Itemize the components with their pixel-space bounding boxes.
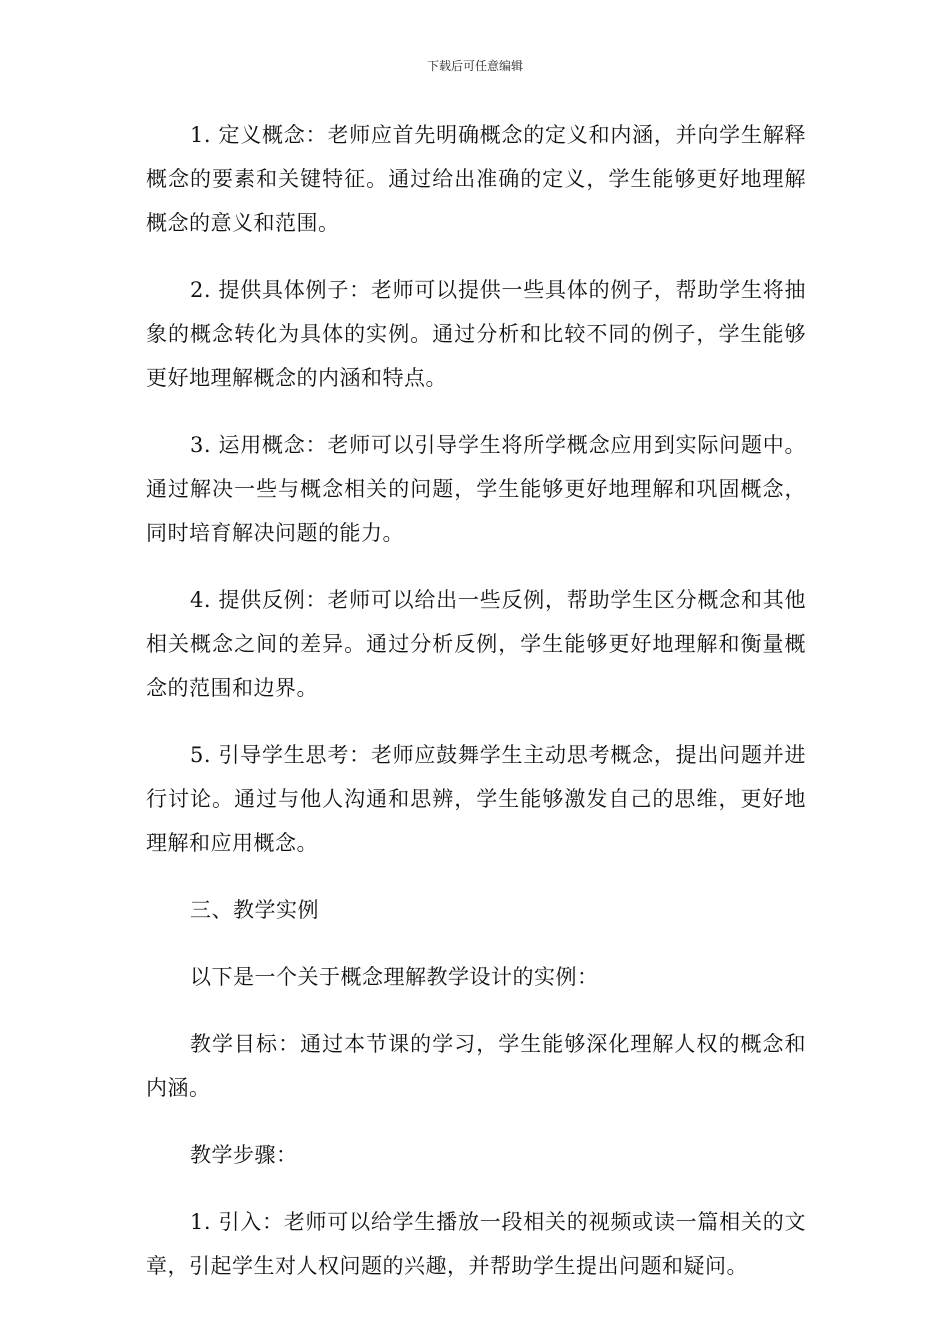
paragraph-step-introduction: 1. 引入：老师可以给学生播放一段相关的视频或读一篇相关的文章，引起学生对人权问题的兴趣，并帮助学生提出问题和疑问。 bbox=[146, 1210, 806, 1278]
page-header: 下载后可任意编辑 bbox=[426, 59, 523, 73]
paragraph-teaching-steps: 教学步骤： bbox=[190, 1143, 298, 1167]
document-body bbox=[146, 113, 806, 1311]
paragraph-example-intro: 以下是一个关于概念理解教学设计的实例： bbox=[190, 965, 599, 989]
paragraph-apply-concept: 3. 运用概念：老师可以引导学生将所学概念应用到实际问题中。通过解决一些与概念相关的问题，学生能够更好地理解和巩固概念，同时培育解决问题的能力。 bbox=[146, 433, 806, 545]
paragraph-counter-examples: 4. 提供反例：老师可以给出一些反例，帮助学生区分概念和其他相关概念之间的差异。通过分析反例，学生能够更好地理解和衡量概念的范围和边界。 bbox=[146, 588, 806, 700]
section-heading-teaching-example: 三、教学实例 bbox=[190, 898, 319, 922]
paragraph-guide-thinking: 5. 引导学生思考：老师应鼓舞学生主动思考概念，提出问题并进行讨论。通过与他人沟通和思辨，学生能够激发自己的思维，更好地理解和应用概念。 bbox=[146, 743, 806, 855]
paragraph-concrete-examples: 2. 提供具体例子：老师可以提供一些具体的例子，帮助学生将抽象的概念转化为具体的实例。通过分析和比较不同的例子，学生能够更好地理解概念的内涵和特点。 bbox=[146, 278, 806, 390]
paragraph-teaching-goal: 教学目标：通过本节课的学习，学生能够深化理解人权的概念和内涵。 bbox=[146, 1032, 806, 1100]
paragraph-define-concept: 1. 定义概念：老师应首先明确概念的定义和内涵，并向学生解释概念的要素和关键特征。通过给出准确的定义，学生能够更好地理解概念的意义和范围。 bbox=[146, 123, 806, 235]
